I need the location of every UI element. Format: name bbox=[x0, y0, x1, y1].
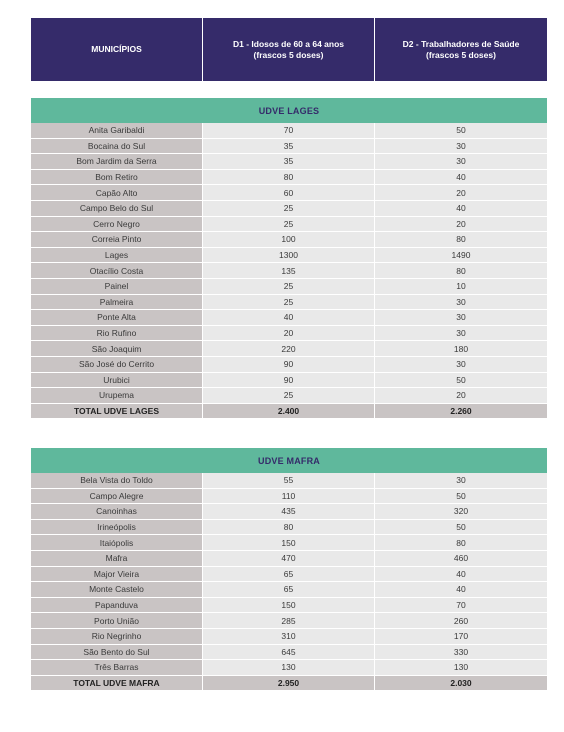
header-d1-line2: (frascos 5 doses) bbox=[253, 49, 324, 60]
municipio-cell: Correia Pinto bbox=[31, 232, 203, 247]
d2-cell: 80 bbox=[375, 232, 547, 247]
d1-cell: 310 bbox=[203, 629, 375, 644]
total-row bbox=[31, 676, 547, 692]
municipio-cell: Porto União bbox=[31, 613, 203, 628]
d2-cell: 460 bbox=[375, 551, 547, 566]
municipio-cell: Mafra bbox=[31, 551, 203, 566]
table-row bbox=[31, 185, 547, 201]
d2-cell: 20 bbox=[375, 388, 547, 403]
table-row bbox=[31, 373, 547, 389]
d2-cell: 40 bbox=[375, 170, 547, 185]
municipio-cell: Papanduva bbox=[31, 598, 203, 613]
d1-cell: 135 bbox=[203, 263, 375, 278]
d1-cell: 20 bbox=[203, 326, 375, 341]
header-d1-line1: D1 - Idosos de 60 a 64 anos bbox=[232, 38, 344, 49]
municipio-cell: Rio Rufino bbox=[31, 326, 203, 341]
section-title: UDVE MAFRA bbox=[31, 448, 547, 473]
municipio-cell: Otacílio Costa bbox=[31, 263, 203, 278]
table-row bbox=[31, 473, 547, 489]
d2-cell: 80 bbox=[375, 535, 547, 550]
d2-cell: 30 bbox=[375, 154, 547, 169]
municipio-cell: Urupema bbox=[31, 388, 203, 403]
total-d2: 2.260 bbox=[375, 404, 547, 419]
d2-cell: 50 bbox=[375, 123, 547, 138]
d1-cell: 110 bbox=[203, 489, 375, 504]
header-d1 bbox=[203, 18, 375, 81]
municipio-cell: Monte Castelo bbox=[31, 582, 203, 597]
table-row bbox=[31, 613, 547, 629]
d1-cell: 285 bbox=[203, 613, 375, 628]
table-row bbox=[31, 551, 547, 567]
municipio-cell: Rio Negrinho bbox=[31, 629, 203, 644]
d2-cell: 20 bbox=[375, 185, 547, 200]
d1-cell: 25 bbox=[203, 201, 375, 216]
d2-cell: 50 bbox=[375, 373, 547, 388]
d2-cell: 50 bbox=[375, 489, 547, 504]
d2-cell: 170 bbox=[375, 629, 547, 644]
table-row bbox=[31, 263, 547, 279]
d1-cell: 35 bbox=[203, 154, 375, 169]
d2-cell: 180 bbox=[375, 341, 547, 356]
table-row bbox=[31, 341, 547, 357]
table-row bbox=[31, 170, 547, 186]
total-d1: 2.400 bbox=[203, 404, 375, 419]
table-row bbox=[31, 520, 547, 536]
municipio-cell: Painel bbox=[31, 279, 203, 294]
table-row bbox=[31, 201, 547, 217]
table-row bbox=[31, 629, 547, 645]
municipio-cell: Lages bbox=[31, 248, 203, 263]
table-row bbox=[31, 567, 547, 583]
d1-cell: 70 bbox=[203, 123, 375, 138]
d1-cell: 100 bbox=[203, 232, 375, 247]
d1-cell: 1300 bbox=[203, 248, 375, 263]
municipio-cell: Bom Jardim da Serra bbox=[31, 154, 203, 169]
table-row bbox=[31, 535, 547, 551]
municipio-cell: Urubici bbox=[31, 373, 203, 388]
d2-cell: 40 bbox=[375, 582, 547, 597]
municipio-cell: Capão Alto bbox=[31, 185, 203, 200]
d2-cell: 70 bbox=[375, 598, 547, 613]
table-row bbox=[31, 123, 547, 139]
table-row bbox=[31, 489, 547, 505]
d1-cell: 25 bbox=[203, 217, 375, 232]
d1-cell: 150 bbox=[203, 598, 375, 613]
section-udve-mafra bbox=[31, 448, 547, 691]
table-row bbox=[31, 660, 547, 676]
d2-cell: 320 bbox=[375, 504, 547, 519]
d1-cell: 65 bbox=[203, 567, 375, 582]
d2-cell: 40 bbox=[375, 201, 547, 216]
municipio-cell: São Joaquim bbox=[31, 341, 203, 356]
table-row bbox=[31, 295, 547, 311]
total-row bbox=[31, 404, 547, 420]
municipio-cell: São Bento do Sul bbox=[31, 645, 203, 660]
header-municipios: MUNICÍPIOS bbox=[31, 18, 203, 81]
d1-cell: 90 bbox=[203, 373, 375, 388]
d2-cell: 1490 bbox=[375, 248, 547, 263]
table-header bbox=[31, 18, 547, 81]
municipio-cell: Bom Retiro bbox=[31, 170, 203, 185]
table-row bbox=[31, 388, 547, 404]
rows-mafra bbox=[31, 473, 547, 691]
d2-cell: 330 bbox=[375, 645, 547, 660]
d1-cell: 25 bbox=[203, 279, 375, 294]
section-udve-lages bbox=[31, 98, 547, 419]
table-row bbox=[31, 357, 547, 373]
table-row bbox=[31, 279, 547, 295]
d2-cell: 260 bbox=[375, 613, 547, 628]
d1-cell: 65 bbox=[203, 582, 375, 597]
d2-cell: 20 bbox=[375, 217, 547, 232]
total-d1: 2.950 bbox=[203, 676, 375, 691]
d1-cell: 435 bbox=[203, 504, 375, 519]
header-d2-line1: D2 - Trabalhadores de Saúde bbox=[402, 38, 520, 49]
header-d2 bbox=[375, 18, 547, 81]
header-d2-line2: (frascos 5 doses) bbox=[426, 49, 496, 60]
d1-cell: 35 bbox=[203, 139, 375, 154]
d2-cell: 30 bbox=[375, 310, 547, 325]
municipio-cell: Major Vieira bbox=[31, 567, 203, 582]
municipio-cell: Irineópolis bbox=[31, 520, 203, 535]
total-label: TOTAL UDVE LAGES bbox=[31, 404, 203, 419]
table-row bbox=[31, 139, 547, 155]
d2-cell: 30 bbox=[375, 139, 547, 154]
municipio-cell: São José do Cerrito bbox=[31, 357, 203, 372]
table-row bbox=[31, 598, 547, 614]
d1-cell: 130 bbox=[203, 660, 375, 675]
municipio-cell: Bela Vista do Toldo bbox=[31, 473, 203, 488]
municipio-cell: Campo Alegre bbox=[31, 489, 203, 504]
table-row bbox=[31, 310, 547, 326]
d1-cell: 470 bbox=[203, 551, 375, 566]
d2-cell: 80 bbox=[375, 263, 547, 278]
municipio-cell: Cerro Negro bbox=[31, 217, 203, 232]
table-row bbox=[31, 326, 547, 342]
municipio-cell: Palmeira bbox=[31, 295, 203, 310]
d1-cell: 80 bbox=[203, 170, 375, 185]
table-row bbox=[31, 232, 547, 248]
table-row bbox=[31, 154, 547, 170]
d2-cell: 50 bbox=[375, 520, 547, 535]
municipio-cell: Canoinhas bbox=[31, 504, 203, 519]
total-d2: 2.030 bbox=[375, 676, 547, 691]
d2-cell: 30 bbox=[375, 295, 547, 310]
d1-cell: 220 bbox=[203, 341, 375, 356]
municipio-cell: Itaiópolis bbox=[31, 535, 203, 550]
table-row bbox=[31, 582, 547, 598]
d1-cell: 25 bbox=[203, 388, 375, 403]
d1-cell: 60 bbox=[203, 185, 375, 200]
table-row bbox=[31, 504, 547, 520]
d2-cell: 30 bbox=[375, 326, 547, 341]
d2-cell: 40 bbox=[375, 567, 547, 582]
municipio-cell: Anita Garibaldi bbox=[31, 123, 203, 138]
table-row bbox=[31, 645, 547, 661]
d1-cell: 645 bbox=[203, 645, 375, 660]
d2-cell: 30 bbox=[375, 357, 547, 372]
d1-cell: 150 bbox=[203, 535, 375, 550]
total-label: TOTAL UDVE MAFRA bbox=[31, 676, 203, 691]
d1-cell: 25 bbox=[203, 295, 375, 310]
d2-cell: 10 bbox=[375, 279, 547, 294]
d1-cell: 90 bbox=[203, 357, 375, 372]
table-row bbox=[31, 217, 547, 233]
rows-lages bbox=[31, 123, 547, 419]
section-title: UDVE LAGES bbox=[31, 98, 547, 123]
municipio-cell: Campo Belo do Sul bbox=[31, 201, 203, 216]
municipio-cell: Ponte Alta bbox=[31, 310, 203, 325]
d1-cell: 80 bbox=[203, 520, 375, 535]
table-row bbox=[31, 248, 547, 264]
d1-cell: 55 bbox=[203, 473, 375, 488]
municipio-cell: Três Barras bbox=[31, 660, 203, 675]
d2-cell: 130 bbox=[375, 660, 547, 675]
d2-cell: 30 bbox=[375, 473, 547, 488]
d1-cell: 40 bbox=[203, 310, 375, 325]
municipio-cell: Bocaina do Sul bbox=[31, 139, 203, 154]
